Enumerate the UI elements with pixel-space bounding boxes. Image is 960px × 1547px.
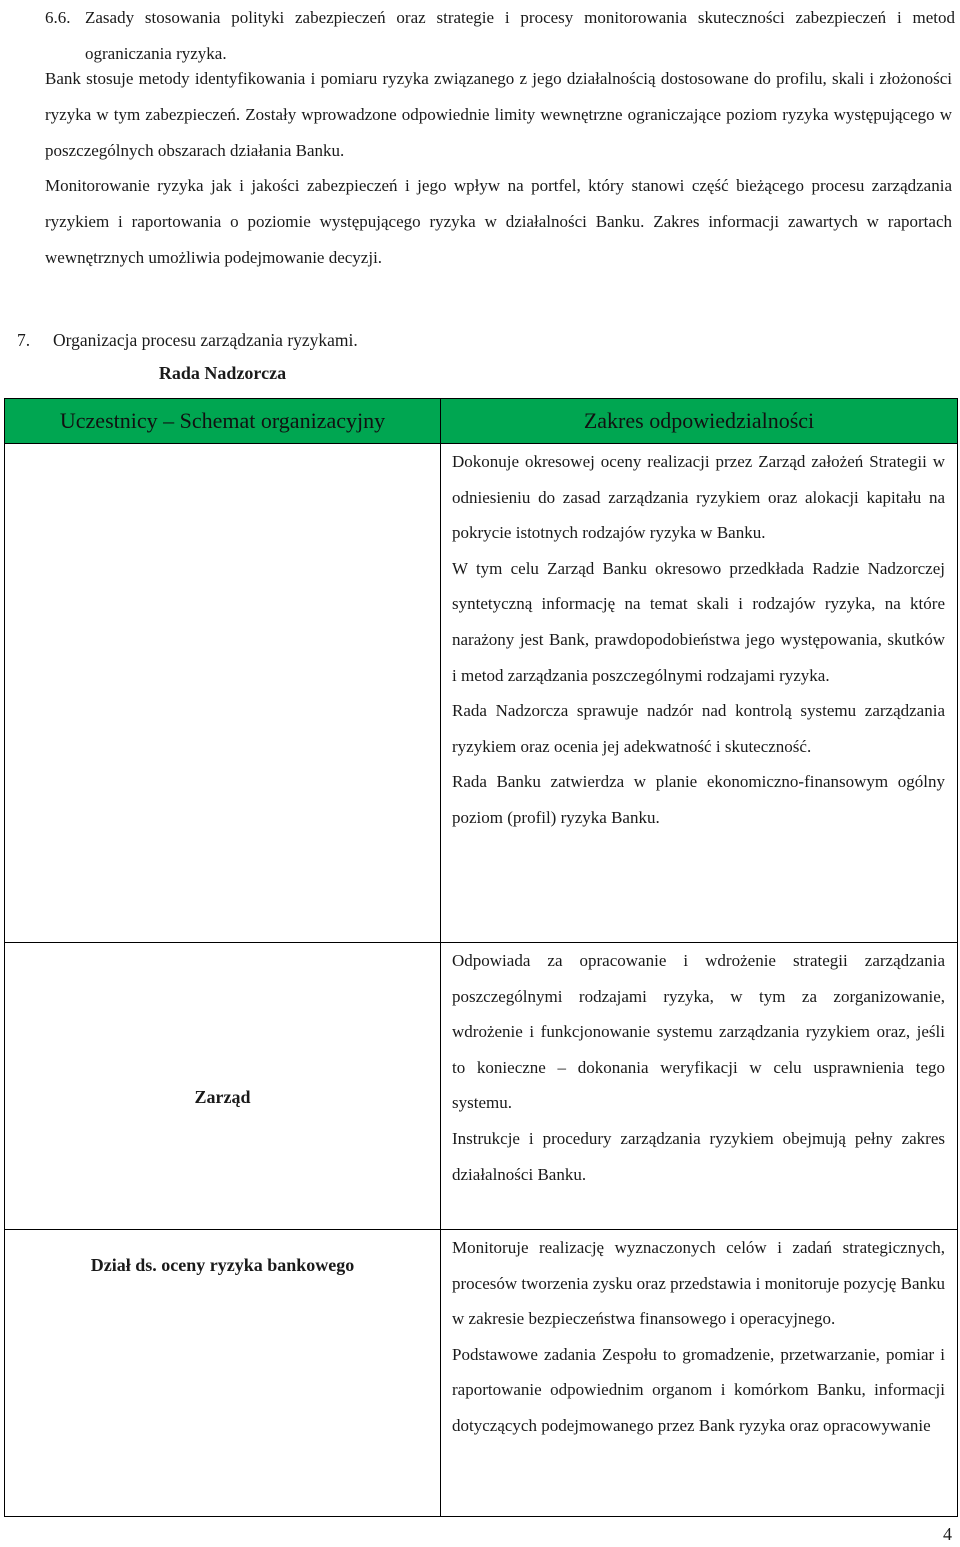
section-title: Organizacja procesu zarządzania ryzykami. [53,330,358,350]
table-row [5,444,958,943]
responsibility-text: Dokonuje okresowej oceny realizacji przez Zarząd założeń Strategii w odniesieniu do zasad zarządzania ryzykiem oraz alokacji kapitału na pokrycie istotnych rodzajów ryzyka w Banku. [452,452,945,543]
participant-name: Zarząd [194,1086,251,1107]
participant-name: Dział ds. oceny ryzyka bankowego [90,1255,355,1275]
responsibility-text: Instrukcje i procedury zarządzania ryzykiem obejmują pełny zakres działalności Banku. [452,1128,945,1184]
section-7-heading [17,323,358,357]
responsibility-cell [441,943,958,1230]
section-number: 7. [17,330,31,350]
page-number: 4 [943,1524,952,1544]
responsibility-text: Odpowiada za opracowanie i wdrożenie strategii zarządzania poszczególnymi rodzajami ryzyka, w tym za zorganizowanie, wdrożenie i funkcjonowanie systemu zarządzania ryzykiem oraz, jeśli to konieczne – dokonania weryfikacji w celu usprawnienia tego systemu. [452,951,945,1113]
table-row [5,1230,958,1517]
section-title: Zasady stosowania polityki zabezpieczeń oraz strategie i procesy monitorowania skuteczności zabezpieczeń i metod ograniczania ryzyka. [85,8,955,63]
responsibility-text: Monitoruje realizację wyznaczonych celów i zadań strategicznych, procesów tworzenia zysku oraz przedstawia i monitoruje pozycję Banku w zakresie bezpieczeństwa finansowego i operacyjnego. [452,1238,945,1329]
column-header-participants: Uczestnicy – Schemat organizacyjny [5,399,441,444]
responsibility-cell [441,1230,958,1517]
paragraph: Bank stosuje metody identyfikowania i pomiaru ryzyka związanego z jego działalnością dostosowane do profilu, skali i złożoności ryzyka w tym zabezpieczeń. Zostały wprowadzone odpowiednie limity wewnętrzne ograniczające poziom ryzyka występującego w poszczególnych obszarach działania Banku. [45,69,952,160]
column-header-responsibilities: Zakres odpowiedzialności [441,399,958,444]
section-number: 6.6. [45,8,71,27]
responsibility-text: W tym celu Zarząd Banku okresowo przedkłada Radzie Nadzorczej syntetyczną informację na temat skali i rodzajów ryzyka, na które narażony jest Bank, prawdopodobieństwa jego występowania, skutków i metod zarządzania poszczególnymi rodzajami ryzyka. [452,558,945,685]
participant-name: Rada Nadzorcza [158,363,287,383]
paragraph: Monitorowanie ryzyka jak i jakości zabezpieczeń i jego wpływ na portfel, który stanowi część bieżącego procesu zarządzania ryzykiem i raportowania o poziomie występującego ryzyka w działalności Banku. Zakres informacji zawartych w raportach wewnętrznych umożliwia podejmowanie decyzji. [45,176,952,267]
responsibility-text: Rada Nadzorcza sprawuje nadzór nad kontrolą systemu zarządzania ryzykiem oraz ocenia jej adekwatność i skuteczność. [452,701,945,756]
participant-cell [5,1230,441,1517]
responsibility-text: Podstawowe zadania Zespołu to gromadzenie, przetwarzanie, pomiar i raportowanie odpowiednim organom i komórkom Banku, informacji dotyczących podejmowanego przez Bank ryzyka oraz opracowywanie [452,1344,945,1435]
participant-cell [5,943,441,1230]
responsibility-cell [441,444,958,943]
responsibility-table [4,363,958,1517]
table-row [5,943,958,1230]
responsibility-text: Rada Banku zatwierdza w planie ekonomiczno-finansowym ogólny poziom (profil) ryzyka Banku. [452,772,945,827]
